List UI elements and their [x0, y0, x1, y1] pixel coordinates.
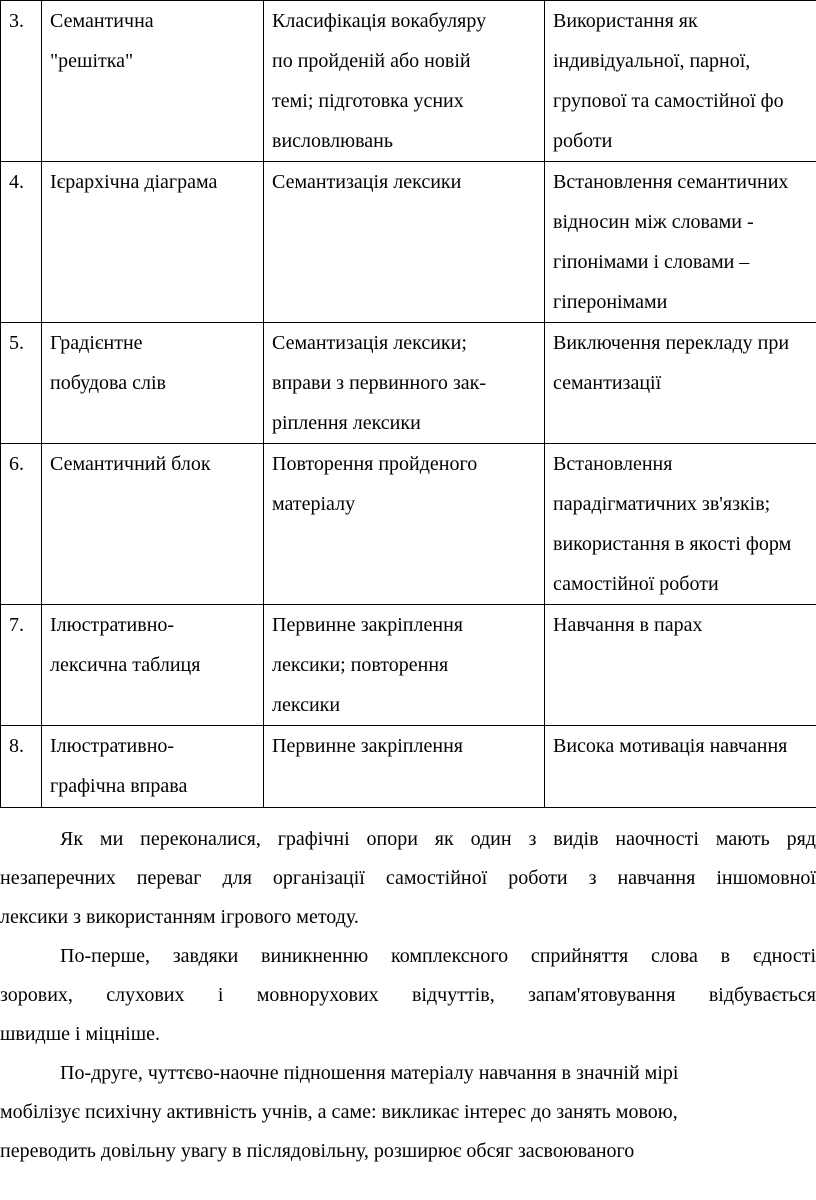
- row-number: 7.: [1, 605, 42, 726]
- row-number: 8.: [1, 726, 42, 808]
- text-line: мобілізує психічну активність учнів, а саме: викликає інтерес до занять мовою,: [0, 1101, 678, 1123]
- text-line: швидше і міцніше.: [0, 1023, 161, 1045]
- table-row: [1, 1, 816, 162]
- text-line: Як ми переконалися, графічні опори як один з видів наочності мають ряд: [60, 828, 816, 850]
- method-purpose: Семантизація лексики; вправи з первинного зак- ріплення лексики: [264, 323, 545, 444]
- text-line: По-перше, завдяки виникненню комплексного сприйняття слова в єдності: [60, 945, 816, 967]
- method-use: Використання як індивідуальної, парної, групової та самостійної фо роботи: [545, 1, 816, 162]
- method-purpose: Первинне закріплення: [264, 726, 545, 808]
- method-use: Встановлення семантичних відносин між словами - гіпонімами і словами – гіперонімами: [545, 162, 816, 323]
- paragraph: [0, 937, 816, 1054]
- method-use: Встановлення парадігматичних зв'язків; використання в якості форм самостійної роботи: [545, 444, 816, 605]
- row-number: 5.: [1, 323, 42, 444]
- method-name: Ілюстративно- графічна вправа: [42, 726, 264, 808]
- method-use: Висока мотивація навчання: [545, 726, 816, 808]
- table-row: [1, 162, 816, 323]
- table-row: [1, 726, 816, 808]
- method-purpose: Класифікація вокабуляру по пройденій або новій темі; підготовка усних висловлювань: [264, 1, 545, 162]
- paragraph: [0, 1054, 816, 1171]
- text-line: незаперечних переваг для організації самостійної роботи з навчання іншомовної: [0, 867, 816, 889]
- body-text: [0, 820, 816, 1171]
- row-number: 3.: [1, 1, 42, 162]
- method-use: Виключення перекладу при семантизації: [545, 323, 816, 444]
- method-name: Градієнтне побудова слів: [42, 323, 264, 444]
- method-purpose: Повторення пройденого матеріалу: [264, 444, 545, 605]
- method-name: Ієрархічна діаграма: [42, 162, 264, 323]
- method-purpose: Первинне закріплення лексики; повторення лексики: [264, 605, 545, 726]
- row-number: 6.: [1, 444, 42, 605]
- table-row: [1, 323, 816, 444]
- method-use: Навчання в парах: [545, 605, 816, 726]
- method-name: Семантичний блок: [42, 444, 264, 605]
- text-line: зорових, слухових і мовнорухових відчуттів, запам'ятовування відбувається: [0, 984, 816, 1006]
- text-line: По-друге, чуттєво-наочне підношення матеріалу навчання в значній мірі: [60, 1062, 679, 1084]
- method-purpose: Семантизація лексики: [264, 162, 545, 323]
- table-row: [1, 444, 816, 605]
- row-number: 4.: [1, 162, 42, 323]
- table-row: [1, 605, 816, 726]
- paragraph: [0, 820, 816, 937]
- text-line: переводить довільну увагу в післядовільну, розширює обсяг засвоюваного: [0, 1140, 635, 1162]
- method-name: Ілюстративно- лексична таблиця: [42, 605, 264, 726]
- method-name: Семантична "решітка": [42, 1, 264, 162]
- text-line: лексики з використанням ігрового методу.: [0, 906, 359, 928]
